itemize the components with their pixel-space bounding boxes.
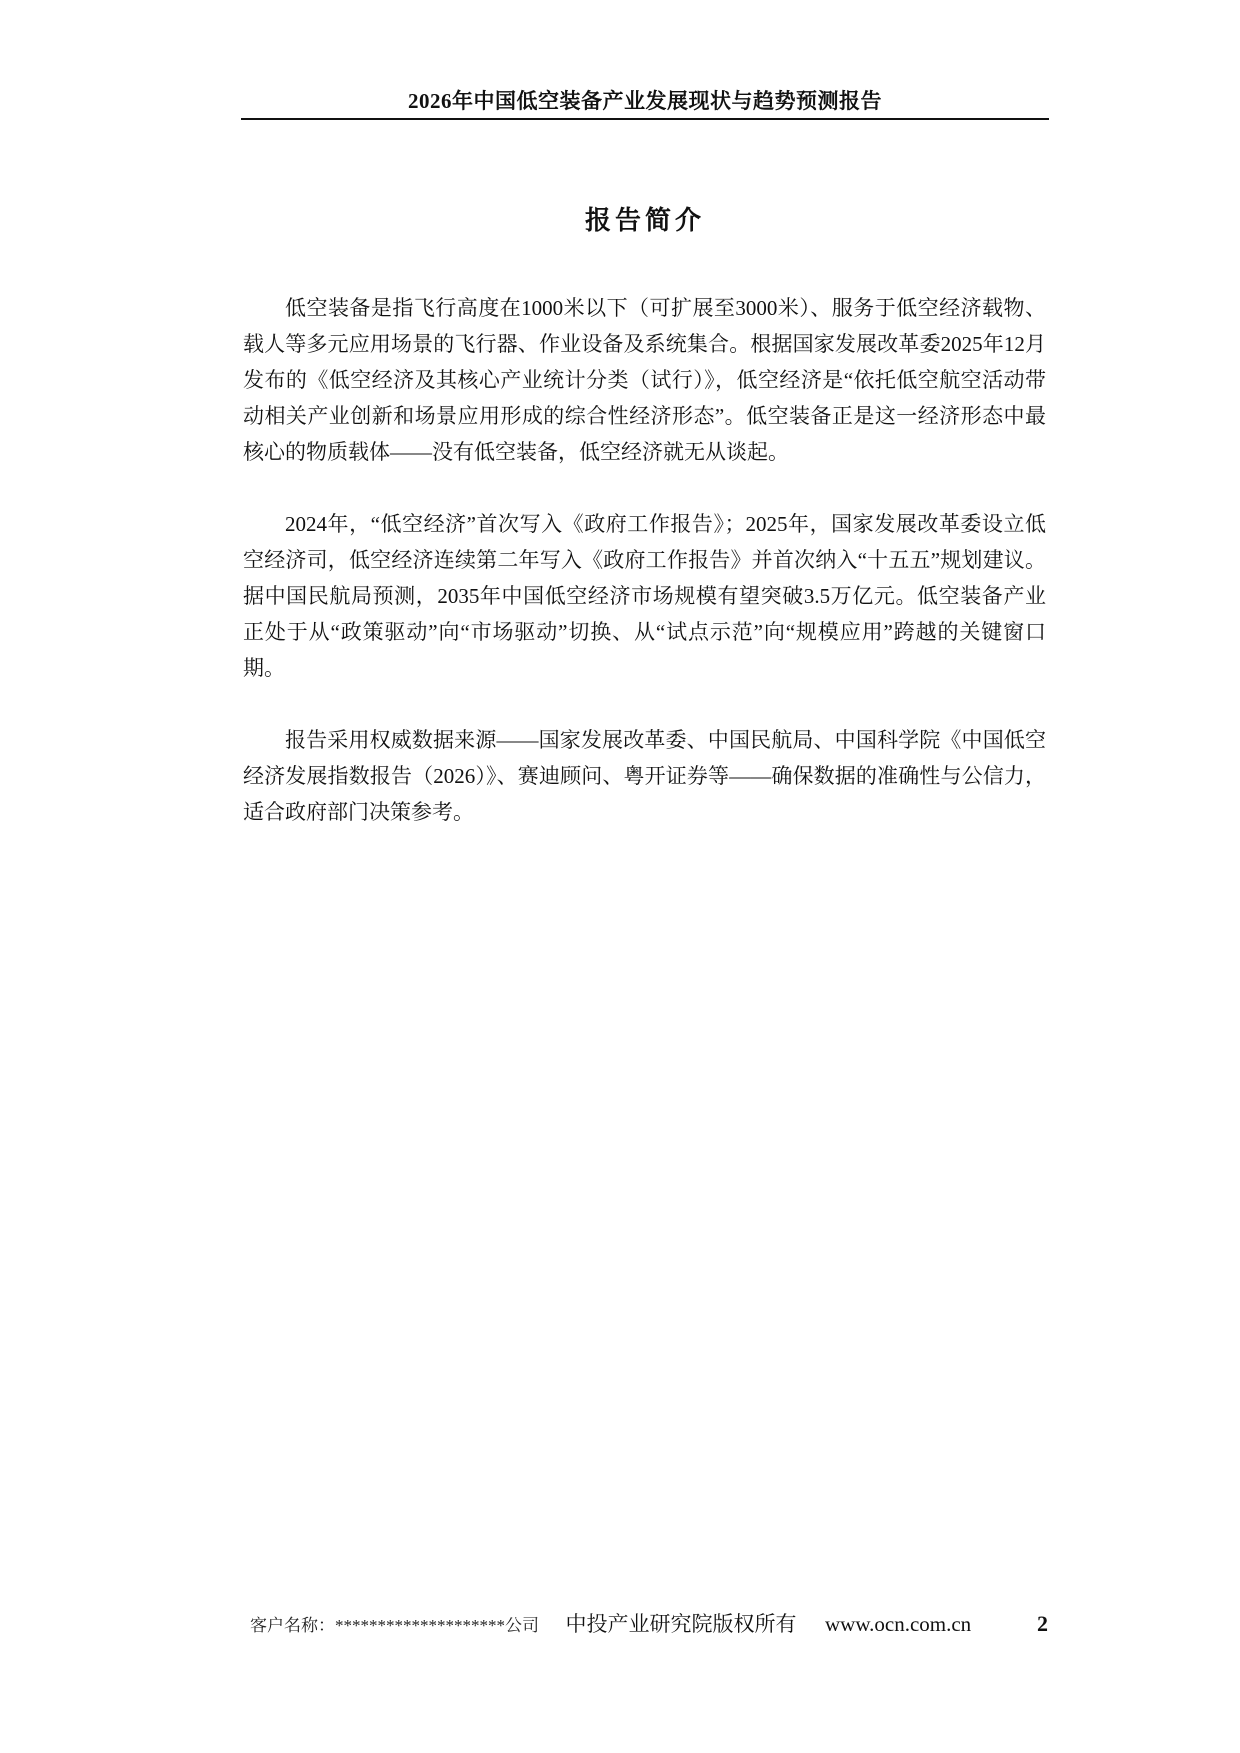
footer-website-link[interactable]: www.ocn.com.cn (825, 1612, 972, 1636)
body-text (243, 290, 1046, 866)
paragraph-1: 低空装备是指飞行高度在1000米以下（可扩展至3000米）、服务于低空经济载物、载人等多元应用场景的飞行器、作业设备及系统集合。根据国家发展改革委2025年12月发布的《低空经济及其核心产业统计分类（试行）》，低空经济是“依托低空航空活动带动相关产业创新和场景应用形成的综合性经济形态”。低空装备正是这一经济形态中最核心的物质载体——没有低空装备，低空经济就无从谈起。 (243, 296, 1046, 464)
footer-client-name: 客户名称：********************公司 (250, 1616, 539, 1635)
page-number: 2 (1037, 1611, 1048, 1636)
footer-copyright: 中投产业研究院版权所有 (565, 1612, 797, 1636)
paragraph-3: 报告采用权威数据来源——国家发展改革委、中国民航局、中国科学院《中国低空经济发展指数报告（2026）》、赛迪顾问、粤开证券等——确保数据的准确性与公信力，适合政府部门决策参考。 (243, 728, 1046, 824)
page-footer (250, 1609, 1050, 1639)
paragraph-2: 2024年，“低空经济”首次写入《政府工作报告》；2025年，国家发展改革委设立低空经济司，低空经济连续第二年写入《政府工作报告》并首次纳入“十五五”规划建议。据中国民航局预测，2035年中国低空经济市场规模有望突破3.5万亿元。低空装备产业正处于从“政策驱动”向“市场驱动”切换、从“试点示范”向“规模应用”跨越的关键窗口期。 (243, 512, 1046, 680)
section-title: 报告简介 (584, 206, 705, 235)
running-header-title: 2026年中国低空装备产业发展现状与趋势预测报告 (408, 89, 882, 113)
header-divider (241, 118, 1049, 120)
